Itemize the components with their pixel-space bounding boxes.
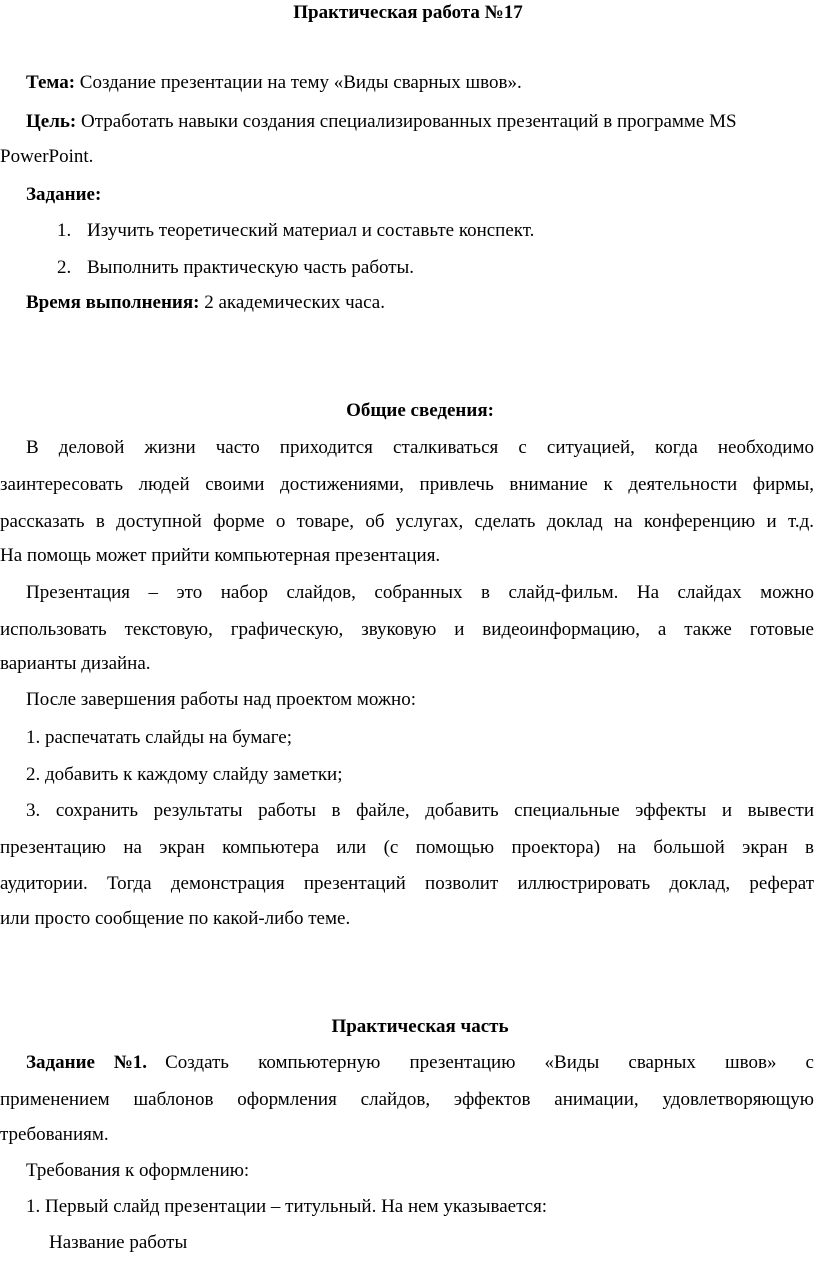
- paragraph-line: требованиям.: [0, 1124, 109, 1145]
- task-1-label: Задание №1.: [26, 1052, 148, 1073]
- list-item: 2. Выполнить практическую часть работы.: [57, 257, 415, 278]
- paragraph-line: применением шаблонов оформления слайдов, эффектов анимации, удовлетворяющую: [0, 1089, 814, 1110]
- paragraph-line: или просто сообщение по какой-либо теме.: [0, 908, 351, 929]
- paragraph-line: аудитории. Тогда демонстрация презентаций позволит иллюстрировать доклад, реферат: [0, 873, 814, 894]
- topic-line: [26, 72, 816, 94]
- time-text: 2 академических часа.: [199, 292, 385, 313]
- requirements-label: Требования к оформлению:: [26, 1160, 250, 1181]
- paragraph-line: презентацию на экран компьютера или (с помощью проектора) на большой экран в: [0, 837, 814, 858]
- task-label: Задание:: [26, 184, 102, 205]
- list-item: 2. добавить к каждому слайду заметки;: [26, 764, 343, 785]
- goal-label: Цель:: [26, 111, 77, 132]
- paragraph-line: В деловой жизни часто приходится сталкиваться с ситуацией, когда необходимо: [26, 437, 814, 458]
- paragraph-line: использовать текстовую, графическую, звуковую и видеоинформацию, а также готовые: [0, 619, 814, 640]
- section-heading-practical: Практическая часть: [331, 1016, 509, 1037]
- task-1-line: [26, 1052, 814, 1074]
- goal-line: [26, 111, 816, 133]
- list-item: 1. Первый слайд презентации – титульный. На нем указывается:: [26, 1196, 548, 1217]
- list-subitem: Название работы: [49, 1232, 188, 1253]
- time-line: [26, 292, 816, 314]
- paragraph-line: заинтересовать людей своими достижениями, привлечь внимание к деятельности фирмы,: [0, 474, 814, 495]
- list-item: 1. Изучить теоретический материал и составьте конспект.: [57, 220, 535, 241]
- topic-label: Тема:: [26, 72, 76, 93]
- list-item: 3. сохранить результаты работы в файле, добавить специальные эффекты и вывести: [26, 800, 814, 821]
- section-heading-general: Общие сведения:: [346, 400, 494, 421]
- paragraph-line: На помощь может прийти компьютерная презентация.: [0, 545, 441, 566]
- paragraph-line: После завершения работы над проектом можно:: [26, 689, 417, 710]
- task-1-text: Создать компьютерную презентацию «Виды сварных швов» с: [165, 1052, 814, 1073]
- page-title: Практическая работа №17: [293, 2, 523, 23]
- paragraph-line: варианты дизайна.: [0, 653, 151, 674]
- time-label: Время выполнения:: [26, 292, 200, 313]
- list-item: 1. распечатать слайды на бумаге;: [26, 727, 293, 748]
- topic-text: Создание презентации на тему «Виды сварных швов».: [75, 72, 522, 93]
- paragraph-line: рассказать в доступной форме о товаре, об услугах, сделать доклад на конференцию и т.д.: [0, 511, 814, 532]
- goal-line-2: PowerPoint.: [0, 146, 94, 167]
- paragraph-line: Презентация – это набор слайдов, собранных в слайд-фильм. На слайдах можно: [26, 582, 814, 603]
- goal-text: Отработать навыки создания специализированных презентаций в программе MS: [76, 111, 737, 132]
